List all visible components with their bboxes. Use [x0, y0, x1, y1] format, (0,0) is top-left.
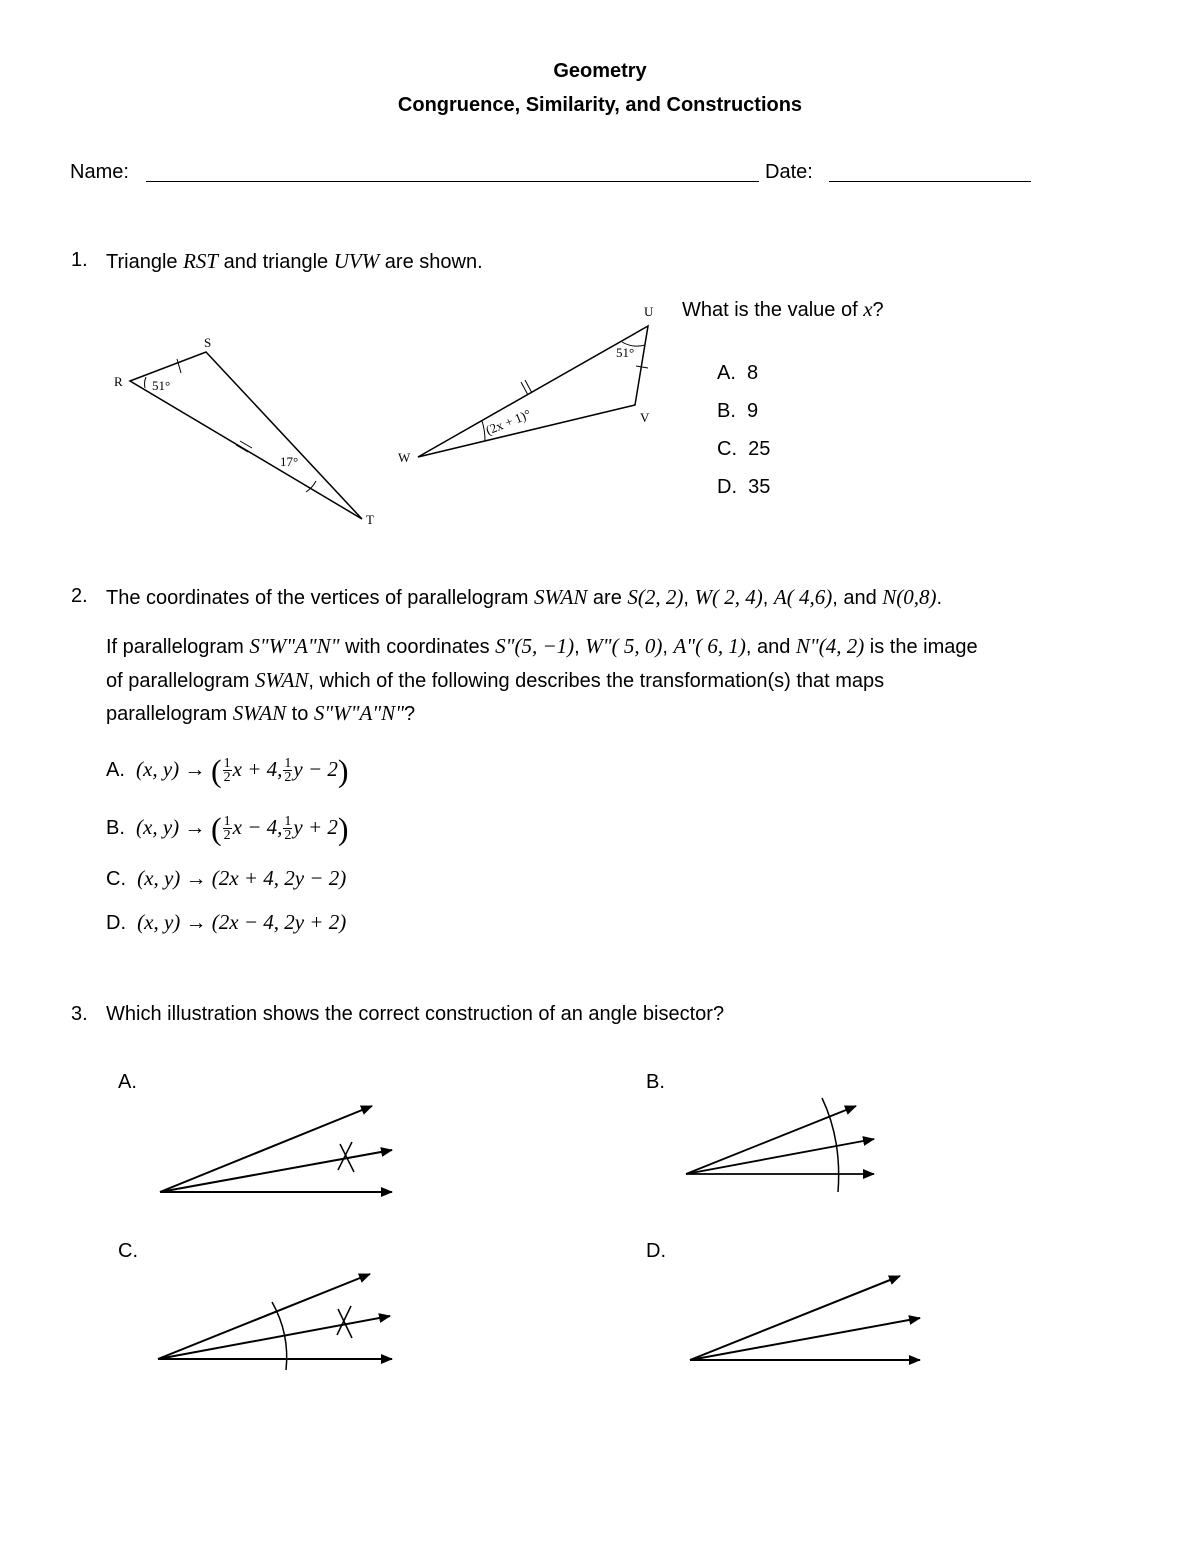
vertex-v-label: V [640, 410, 650, 425]
vertex-w-label: W [398, 450, 411, 465]
q2-line-3: of parallelogram SWAN, which of the following describes the transformation(s) that maps [106, 668, 885, 692]
unit-title: Congruence, Similarity, and Constructions [397, 94, 803, 116]
q3-text: Which illustration shows the correct construction of an angle bisector? [106, 1003, 725, 1025]
q2-number: 2. [71, 585, 88, 607]
q3-option-d-label[interactable]: D. [646, 1240, 666, 1262]
angle-u-label: 51° [616, 345, 635, 360]
q1-choice[interactable]: B. 9 [717, 400, 759, 422]
q2-choice[interactable]: A. (x, y) → ( $\frac{1}{2}$ x + 4, $\frac{1}{2}$ y − 2) [106, 752, 349, 789]
subject-title: Geometry [553, 60, 647, 82]
angle-r-label: 51° [152, 378, 171, 393]
option-b-figure[interactable] [686, 1098, 874, 1192]
option-a-figure[interactable] [160, 1106, 392, 1192]
vertex-t-label: T [366, 512, 374, 527]
q3-number: 3. [71, 1003, 88, 1025]
q2-choice[interactable]: B. (x, y) → ( $\frac{1}{2}$ x − 4, $\frac{1}{2}$ y + 2) [106, 810, 349, 847]
vertex-s-label: S [204, 335, 212, 350]
q1-choice[interactable]: D. 35 [717, 476, 771, 498]
angle-t-label: 17° [280, 454, 299, 469]
q1-prompt: What is the value of x? [682, 297, 884, 321]
option-c-figure[interactable] [158, 1274, 392, 1370]
q1-text: Triangle RST and triangle UVW are shown. [106, 249, 483, 273]
vertex-u-label: U [644, 304, 654, 319]
q1-number: 1. [71, 249, 88, 271]
q2-choice[interactable]: C. (x, y) → (2x + 4, 2y − 2) [106, 866, 347, 890]
option-d-figure[interactable] [690, 1276, 920, 1360]
vertex-r-label: R [114, 374, 123, 389]
name-label: Name: [70, 161, 129, 183]
q2-choice[interactable]: D. (x, y) → (2x − 4, 2y + 2) [106, 910, 347, 934]
q1-choice[interactable]: A. 8 [717, 362, 759, 384]
q3-option-a-label[interactable]: A. [118, 1071, 137, 1093]
date-label: Date: [765, 161, 813, 183]
angle-w-label: (2x + 1)° [483, 406, 533, 438]
q3-option-c-label[interactable]: C. [118, 1240, 138, 1262]
q2-line-4: parallelogram SWAN to S"W"A"N"? [106, 701, 416, 725]
q2-line-1: The coordinates of the vertices of parallelogram SWAN are S(2, 2), W( 2, 4), A( 4,6), and N(0,8). [106, 585, 943, 609]
q3-option-b-label[interactable]: B. [646, 1071, 665, 1093]
q1-choice[interactable]: C. 25 [717, 438, 771, 460]
q2-line-2: If parallelogram S"W"A"N" with coordinates S"(5, −1), W"( 5, 0), A"( 6, 1), and N"(4, 2) is the image [106, 634, 978, 658]
